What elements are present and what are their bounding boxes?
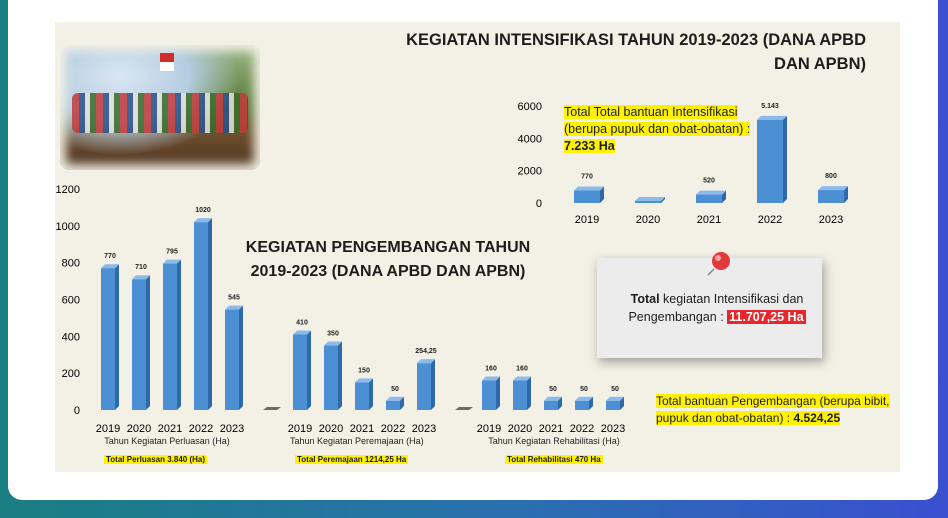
peremajaan-footer: Total Peremajaan 1214,25 Ha xyxy=(297,455,407,464)
peremajaan-bar xyxy=(324,346,338,410)
perluasan-side xyxy=(208,218,212,410)
perluasan-value-label: 710 xyxy=(135,264,147,272)
intensifikasi-bar xyxy=(696,195,722,203)
peremajaan-bar xyxy=(293,334,307,410)
peremajaan-value-label: 410 xyxy=(296,319,308,327)
rehabilitasi-bar xyxy=(482,381,496,410)
intensifikasi-bar xyxy=(757,120,783,203)
perluasan-xtick: 2019 xyxy=(95,423,121,435)
intensifikasi-value-label: 800 xyxy=(825,173,837,181)
perluasan-value-label: 770 xyxy=(104,253,116,261)
perluasan-bar xyxy=(225,310,239,410)
intensifikasi-bar xyxy=(818,190,844,203)
peremajaan-xtick: 2019 xyxy=(287,423,313,435)
pengembangan-ytick: 200 xyxy=(61,368,80,381)
perluasan-xtick: 2023 xyxy=(219,423,245,435)
intensifikasi-top xyxy=(635,197,665,201)
perluasan-side xyxy=(115,264,119,410)
peremajaan-value-label: 254,25 xyxy=(415,348,437,356)
perluasan-bar xyxy=(132,279,146,410)
perluasan-value-label: 545 xyxy=(228,294,240,302)
rehabilitasi-bar xyxy=(513,381,527,410)
rehabilitasi-xlabel: Tahun Kegiatan Rehabilitasi (Ha) xyxy=(488,436,620,446)
rehabilitasi-xtick: 2023 xyxy=(600,423,626,435)
intensifikasi-top xyxy=(574,187,604,191)
peremajaan-value-label: 50 xyxy=(391,385,399,393)
peremajaan-bar xyxy=(417,363,431,410)
pengembangan-ytick: 600 xyxy=(61,294,80,307)
rehabilitasi-value-label: 50 xyxy=(611,385,619,393)
peremajaan-side xyxy=(307,330,311,410)
separator-mark xyxy=(455,407,473,410)
pengembangan-ytick: 400 xyxy=(61,331,80,344)
perluasan-xtick: 2021 xyxy=(157,423,183,435)
perluasan-bar xyxy=(194,222,208,410)
intensifikasi-top xyxy=(818,186,848,190)
intensifikasi-value-label: 5.143 xyxy=(761,102,779,110)
pengembangan-ytick: 800 xyxy=(61,257,80,270)
intensifikasi-ytick: 4000 xyxy=(517,133,542,146)
peremajaan-value-label: 350 xyxy=(327,330,339,338)
rehabilitasi-value-label: 160 xyxy=(516,365,528,373)
intensifikasi-ytick: 6000 xyxy=(517,101,542,113)
peremajaan-value-label: 150 xyxy=(358,367,370,375)
perluasan-xtick: 2020 xyxy=(126,423,152,435)
rehabilitasi-xtick: 2022 xyxy=(569,423,595,435)
perluasan-bar xyxy=(163,264,177,410)
intensifikasi-top xyxy=(757,116,787,120)
intensifikasi-xtick: 2022 xyxy=(757,214,783,226)
intensifikasi-side xyxy=(783,116,787,203)
perluasan-xlabel: Tahun Kegiatan Perluasan (Ha) xyxy=(104,436,230,446)
rehabilitasi-xtick: 2020 xyxy=(507,423,533,435)
intensifikasi-ytick: 2000 xyxy=(517,165,542,178)
intensifikasi-top xyxy=(696,191,726,195)
pengembangan-ytick: 1200 xyxy=(55,184,80,196)
intensifikasi-note-value: 7.233 Ha xyxy=(564,139,615,153)
intensifikasi-note-text: Total Total bantuan Intensifikasi (berupa pupuk dan obat-obatan) : xyxy=(564,105,751,136)
peremajaan-xtick: 2023 xyxy=(411,423,437,435)
pengembangan-note-text: Total bantuan Pengembangan (berupa bibit, pupuk dan obat-obatan) : xyxy=(656,394,890,425)
rehabilitasi-bar xyxy=(544,401,558,410)
rehabilitasi-side xyxy=(527,377,531,410)
peremajaan-xtick: 2020 xyxy=(318,423,344,435)
grand-total-bold: Total xyxy=(630,292,660,306)
intensifikasi-bar xyxy=(635,201,661,203)
perluasan-side xyxy=(177,260,181,410)
pengembangan-note-value: 4.524,25 xyxy=(793,411,841,425)
intensifikasi-xtick: 2019 xyxy=(574,214,600,226)
rehabilitasi-bar xyxy=(606,401,620,410)
rehabilitasi-xtick: 2019 xyxy=(476,423,502,435)
rehabilitasi-value-label: 160 xyxy=(485,365,497,373)
intensifikasi-value-label: 520 xyxy=(703,177,715,185)
grand-total-desc: kegiatan Intensifikasi dan Pengembangan : xyxy=(628,292,804,324)
peremajaan-side xyxy=(338,342,342,410)
intensifikasi-xtick: 2020 xyxy=(635,214,661,226)
pengembangan-ytick: 1000 xyxy=(55,220,80,233)
peremajaan-xtick: 2022 xyxy=(380,423,406,435)
perluasan-xtick: 2022 xyxy=(188,423,214,435)
rehabilitasi-footer: Total Rehabilitasi 470 Ha xyxy=(507,455,601,464)
pengembangan-ytick: 0 xyxy=(73,405,80,417)
rehabilitasi-value-label: 50 xyxy=(549,385,557,393)
peremajaan-bar xyxy=(355,382,369,410)
rehabilitasi-bar xyxy=(575,401,589,410)
intensifikasi-bar xyxy=(574,191,600,203)
rehabilitasi-value-label: 50 xyxy=(580,385,588,393)
peremajaan-xtick: 2021 xyxy=(349,423,375,435)
perluasan-bar xyxy=(101,268,115,410)
intensifikasi-ytick: 0 xyxy=(535,198,542,210)
perluasan-side xyxy=(239,306,243,410)
rehabilitasi-side xyxy=(496,377,500,410)
intensifikasi-title: KEGIATAN INTENSIFIKASI TAHUN 2019-2023 (DANA APBD DAN APBN) xyxy=(406,31,866,73)
separator-mark xyxy=(263,407,281,410)
peremajaan-bar xyxy=(386,401,400,410)
intensifikasi-xtick: 2021 xyxy=(696,214,722,226)
peremajaan-side xyxy=(369,378,373,410)
peremajaan-side xyxy=(431,359,435,410)
pengembangan-title: KEGIATAN PENGEMBANGAN TAHUN 2019-2023 (DANA APBD DAN APBN) xyxy=(245,239,531,280)
peremajaan-xlabel: Tahun Kegiatan Peremajaan (Ha) xyxy=(290,436,424,446)
perluasan-value-label: 795 xyxy=(166,248,178,256)
perluasan-footer: Total Perluasan 3.840 (Ha) xyxy=(106,455,205,464)
intensifikasi-xtick: 2023 xyxy=(818,214,844,226)
grand-total-value: 11.707,25 Ha xyxy=(729,310,804,324)
intensifikasi-value-label: 770 xyxy=(581,173,593,181)
perluasan-value-label: 1020 xyxy=(195,207,211,215)
perluasan-side xyxy=(146,275,150,410)
rehabilitasi-xtick: 2021 xyxy=(538,423,564,435)
